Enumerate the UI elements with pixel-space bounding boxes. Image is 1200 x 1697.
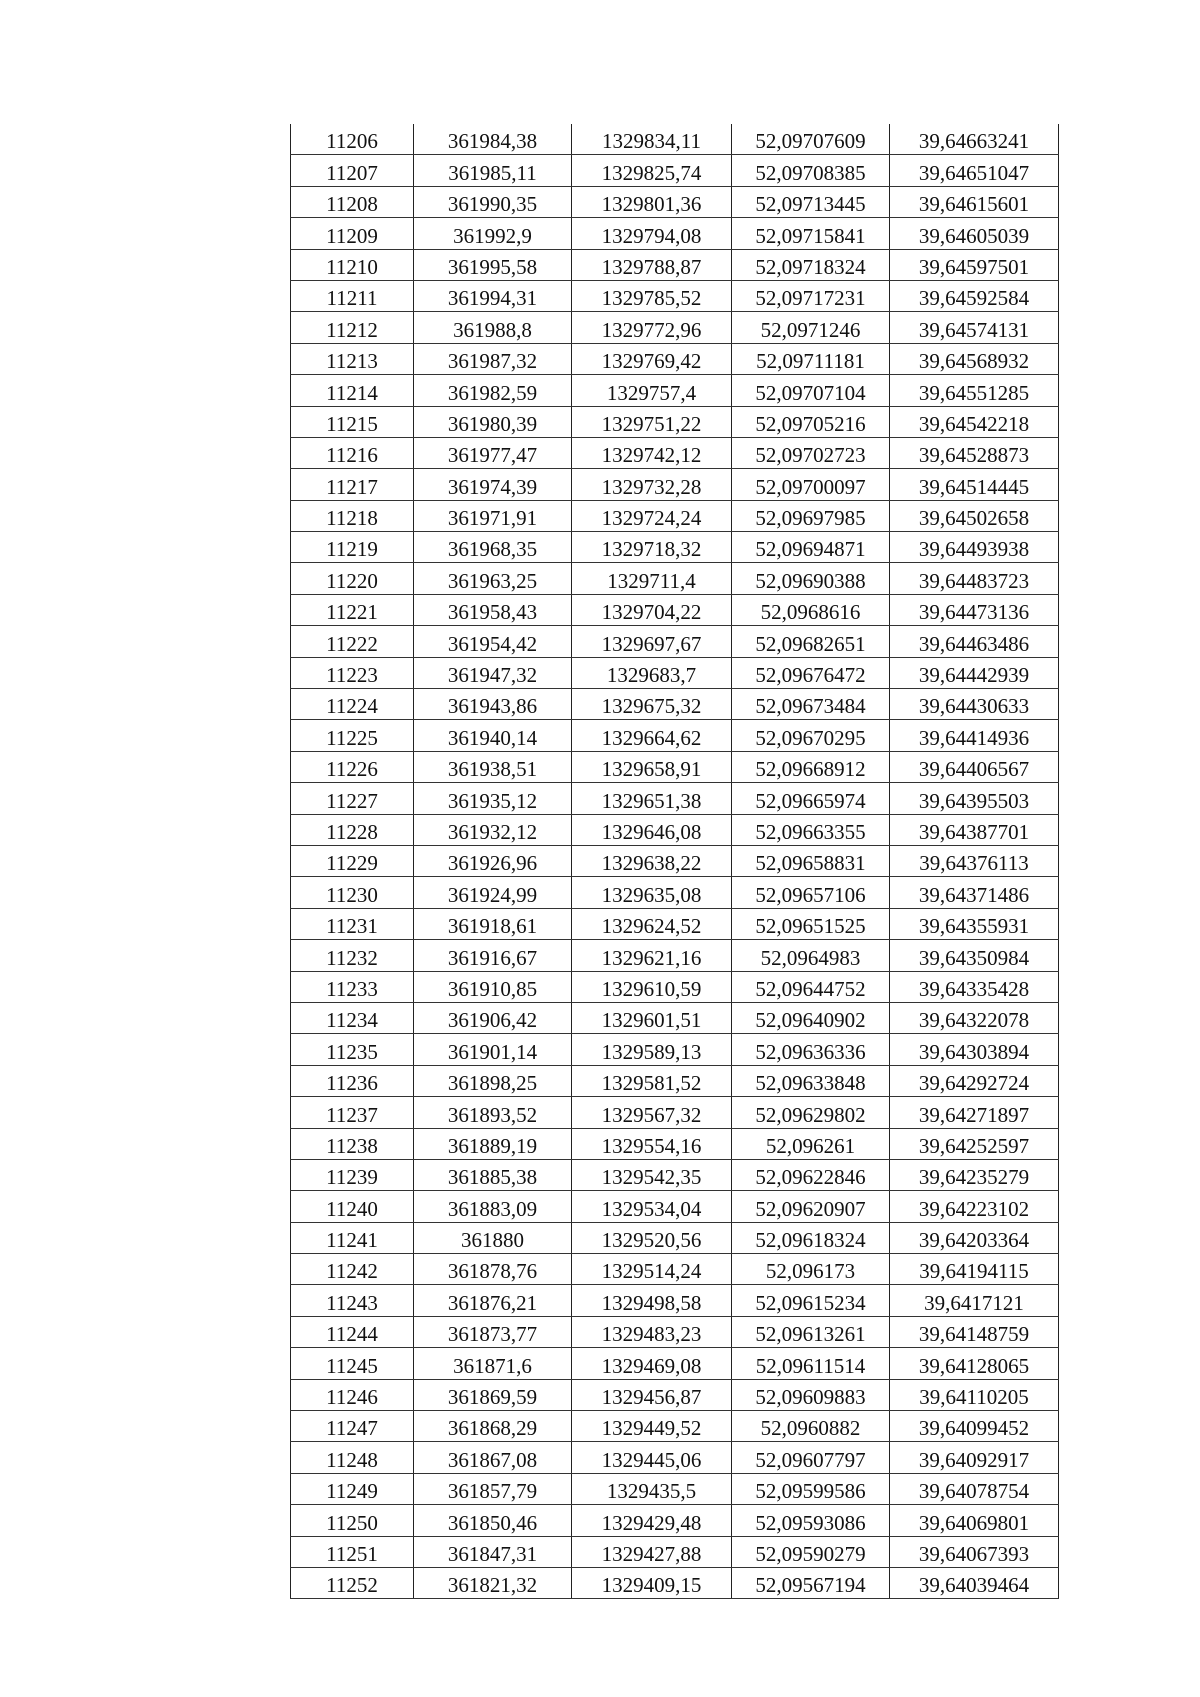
- point-number-cell: 11235: [291, 1034, 414, 1065]
- latitude-cell: 52,09609883: [732, 1379, 890, 1410]
- point-number-cell: 11248: [291, 1442, 414, 1473]
- point-number-cell: 11242: [291, 1254, 414, 1285]
- point-number-cell: 11207: [291, 155, 414, 186]
- y-coordinate-cell: 1329554,16: [572, 1128, 732, 1159]
- y-coordinate-cell: 1329742,12: [572, 437, 732, 468]
- point-number-cell: 11223: [291, 657, 414, 688]
- table-row: [291, 1536, 1059, 1567]
- table-row: [291, 406, 1059, 437]
- y-coordinate-cell: 1329785,52: [572, 280, 732, 311]
- point-number-cell: 11221: [291, 594, 414, 625]
- y-coordinate-cell: 1329542,35: [572, 1159, 732, 1190]
- y-coordinate-cell: 1329514,24: [572, 1254, 732, 1285]
- longitude-cell: 39,64039464: [890, 1567, 1059, 1598]
- table-row: [291, 1222, 1059, 1253]
- point-number-cell: 11216: [291, 437, 414, 468]
- longitude-cell: 39,64376113: [890, 845, 1059, 876]
- latitude-cell: 52,09640902: [732, 1002, 890, 1033]
- point-number-cell: 11226: [291, 751, 414, 782]
- longitude-cell: 39,64355931: [890, 908, 1059, 939]
- point-number-cell: 11220: [291, 563, 414, 594]
- x-coordinate-cell: 361987,32: [414, 343, 572, 374]
- x-coordinate-cell: 361869,59: [414, 1379, 572, 1410]
- latitude-cell: 52,09700097: [732, 469, 890, 500]
- longitude-cell: 39,64194115: [890, 1254, 1059, 1285]
- table-row: [291, 783, 1059, 814]
- latitude-cell: 52,09668912: [732, 751, 890, 782]
- longitude-cell: 39,64128065: [890, 1348, 1059, 1379]
- point-number-cell: 11211: [291, 280, 414, 311]
- latitude-cell: 52,09620907: [732, 1191, 890, 1222]
- table-row: [291, 218, 1059, 249]
- table-row: [291, 657, 1059, 688]
- latitude-cell: 52,09618324: [732, 1222, 890, 1253]
- coordinates-table: [290, 124, 1059, 1599]
- longitude-cell: 39,64387701: [890, 814, 1059, 845]
- point-number-cell: 11215: [291, 406, 414, 437]
- longitude-cell: 39,64592584: [890, 280, 1059, 311]
- x-coordinate-cell: 361992,9: [414, 218, 572, 249]
- latitude-cell: 52,09670295: [732, 720, 890, 751]
- table-row: [291, 971, 1059, 1002]
- y-coordinate-cell: 1329769,42: [572, 343, 732, 374]
- longitude-cell: 39,64568932: [890, 343, 1059, 374]
- point-number-cell: 11217: [291, 469, 414, 500]
- table-row: [291, 1191, 1059, 1222]
- table-row: [291, 1159, 1059, 1190]
- x-coordinate-cell: 361980,39: [414, 406, 572, 437]
- longitude-cell: 39,64430633: [890, 689, 1059, 720]
- y-coordinate-cell: 1329520,56: [572, 1222, 732, 1253]
- y-coordinate-cell: 1329409,15: [572, 1567, 732, 1598]
- point-number-cell: 11233: [291, 971, 414, 1002]
- longitude-cell: 39,64335428: [890, 971, 1059, 1002]
- point-number-cell: 11206: [291, 124, 414, 155]
- latitude-cell: 52,09717231: [732, 280, 890, 311]
- y-coordinate-cell: 1329589,13: [572, 1034, 732, 1065]
- x-coordinate-cell: 361982,59: [414, 375, 572, 406]
- y-coordinate-cell: 1329751,22: [572, 406, 732, 437]
- y-coordinate-cell: 1329601,51: [572, 1002, 732, 1033]
- longitude-cell: 39,64203364: [890, 1222, 1059, 1253]
- y-coordinate-cell: 1329498,58: [572, 1285, 732, 1316]
- point-number-cell: 11252: [291, 1567, 414, 1598]
- table-row: [291, 814, 1059, 845]
- point-number-cell: 11208: [291, 186, 414, 217]
- table-row: [291, 186, 1059, 217]
- y-coordinate-cell: 1329801,36: [572, 186, 732, 217]
- y-coordinate-cell: 1329427,88: [572, 1536, 732, 1567]
- longitude-cell: 39,64551285: [890, 375, 1059, 406]
- latitude-cell: 52,096173: [732, 1254, 890, 1285]
- point-number-cell: 11238: [291, 1128, 414, 1159]
- latitude-cell: 52,09644752: [732, 971, 890, 1002]
- table-row: [291, 343, 1059, 374]
- table-row: [291, 1128, 1059, 1159]
- x-coordinate-cell: 361954,42: [414, 626, 572, 657]
- latitude-cell: 52,09697985: [732, 500, 890, 531]
- y-coordinate-cell: 1329638,22: [572, 845, 732, 876]
- y-coordinate-cell: 1329621,16: [572, 940, 732, 971]
- latitude-cell: 52,09663355: [732, 814, 890, 845]
- y-coordinate-cell: 1329445,06: [572, 1442, 732, 1473]
- longitude-cell: 39,64069801: [890, 1505, 1059, 1536]
- point-number-cell: 11232: [291, 940, 414, 971]
- y-coordinate-cell: 1329469,08: [572, 1348, 732, 1379]
- longitude-cell: 39,64303894: [890, 1034, 1059, 1065]
- x-coordinate-cell: 361867,08: [414, 1442, 572, 1473]
- point-number-cell: 11246: [291, 1379, 414, 1410]
- table-row: [291, 1442, 1059, 1473]
- point-number-cell: 11227: [291, 783, 414, 814]
- y-coordinate-cell: 1329658,91: [572, 751, 732, 782]
- longitude-cell: 39,64663241: [890, 124, 1059, 155]
- latitude-cell: 52,09708385: [732, 155, 890, 186]
- latitude-cell: 52,09615234: [732, 1285, 890, 1316]
- latitude-cell: 52,09629802: [732, 1097, 890, 1128]
- longitude-cell: 39,64473136: [890, 594, 1059, 625]
- table-row: [291, 155, 1059, 186]
- point-number-cell: 11210: [291, 249, 414, 280]
- x-coordinate-cell: 361968,35: [414, 532, 572, 563]
- longitude-cell: 39,64099452: [890, 1411, 1059, 1442]
- longitude-cell: 39,64235279: [890, 1159, 1059, 1190]
- point-number-cell: 11230: [291, 877, 414, 908]
- longitude-cell: 39,64350984: [890, 940, 1059, 971]
- x-coordinate-cell: 361971,91: [414, 500, 572, 531]
- table-row: [291, 1316, 1059, 1347]
- point-number-cell: 11214: [291, 375, 414, 406]
- longitude-cell: 39,64514445: [890, 469, 1059, 500]
- point-number-cell: 11209: [291, 218, 414, 249]
- longitude-cell: 39,64528873: [890, 437, 1059, 468]
- table-row: [291, 500, 1059, 531]
- x-coordinate-cell: 361932,12: [414, 814, 572, 845]
- table-row: [291, 1379, 1059, 1410]
- longitude-cell: 39,64395503: [890, 783, 1059, 814]
- latitude-cell: 52,0960882: [732, 1411, 890, 1442]
- y-coordinate-cell: 1329757,4: [572, 375, 732, 406]
- table-row: [291, 1348, 1059, 1379]
- longitude-cell: 39,64605039: [890, 218, 1059, 249]
- longitude-cell: 39,64597501: [890, 249, 1059, 280]
- x-coordinate-cell: 361868,29: [414, 1411, 572, 1442]
- table-row: [291, 1254, 1059, 1285]
- latitude-cell: 52,09713445: [732, 186, 890, 217]
- table-row: [291, 594, 1059, 625]
- latitude-cell: 52,09633848: [732, 1065, 890, 1096]
- point-number-cell: 11236: [291, 1065, 414, 1096]
- table-row: [291, 908, 1059, 939]
- latitude-cell: 52,0964983: [732, 940, 890, 971]
- y-coordinate-cell: 1329456,87: [572, 1379, 732, 1410]
- y-coordinate-cell: 1329675,32: [572, 689, 732, 720]
- point-number-cell: 11225: [291, 720, 414, 751]
- latitude-cell: 52,09694871: [732, 532, 890, 563]
- x-coordinate-cell: 361974,39: [414, 469, 572, 500]
- table-row: [291, 1034, 1059, 1065]
- table-row: [291, 1567, 1059, 1598]
- longitude-cell: 39,64292724: [890, 1065, 1059, 1096]
- latitude-cell: 52,09657106: [732, 877, 890, 908]
- x-coordinate-cell: 361938,51: [414, 751, 572, 782]
- x-coordinate-cell: 361990,35: [414, 186, 572, 217]
- x-coordinate-cell: 361906,42: [414, 1002, 572, 1033]
- x-coordinate-cell: 361940,14: [414, 720, 572, 751]
- table-row: [291, 1473, 1059, 1504]
- y-coordinate-cell: 1329718,32: [572, 532, 732, 563]
- table-row: [291, 1285, 1059, 1316]
- x-coordinate-cell: 361871,6: [414, 1348, 572, 1379]
- coordinates-table-body: [291, 124, 1059, 1599]
- longitude-cell: 39,64406567: [890, 751, 1059, 782]
- longitude-cell: 39,6417121: [890, 1285, 1059, 1316]
- table-row: [291, 845, 1059, 876]
- table-row: [291, 1097, 1059, 1128]
- latitude-cell: 52,09665974: [732, 783, 890, 814]
- longitude-cell: 39,64651047: [890, 155, 1059, 186]
- table-row: [291, 532, 1059, 563]
- table-row: [291, 469, 1059, 500]
- latitude-cell: 52,09567194: [732, 1567, 890, 1598]
- x-coordinate-cell: 361883,09: [414, 1191, 572, 1222]
- y-coordinate-cell: 1329788,87: [572, 249, 732, 280]
- y-coordinate-cell: 1329435,5: [572, 1473, 732, 1504]
- y-coordinate-cell: 1329711,4: [572, 563, 732, 594]
- latitude-cell: 52,096261: [732, 1128, 890, 1159]
- x-coordinate-cell: 361988,8: [414, 312, 572, 343]
- longitude-cell: 39,64371486: [890, 877, 1059, 908]
- x-coordinate-cell: 361893,52: [414, 1097, 572, 1128]
- x-coordinate-cell: 361857,79: [414, 1473, 572, 1504]
- latitude-cell: 52,09607797: [732, 1442, 890, 1473]
- point-number-cell: 11251: [291, 1536, 414, 1567]
- y-coordinate-cell: 1329772,96: [572, 312, 732, 343]
- x-coordinate-cell: 361901,14: [414, 1034, 572, 1065]
- latitude-cell: 52,09690388: [732, 563, 890, 594]
- table-row: [291, 1505, 1059, 1536]
- longitude-cell: 39,64092917: [890, 1442, 1059, 1473]
- x-coordinate-cell: 361935,12: [414, 783, 572, 814]
- longitude-cell: 39,64067393: [890, 1536, 1059, 1567]
- y-coordinate-cell: 1329732,28: [572, 469, 732, 500]
- y-coordinate-cell: 1329664,62: [572, 720, 732, 751]
- latitude-cell: 52,09707609: [732, 124, 890, 155]
- y-coordinate-cell: 1329704,22: [572, 594, 732, 625]
- latitude-cell: 52,09676472: [732, 657, 890, 688]
- x-coordinate-cell: 361885,38: [414, 1159, 572, 1190]
- x-coordinate-cell: 361984,38: [414, 124, 572, 155]
- y-coordinate-cell: 1329794,08: [572, 218, 732, 249]
- y-coordinate-cell: 1329825,74: [572, 155, 732, 186]
- y-coordinate-cell: 1329429,48: [572, 1505, 732, 1536]
- longitude-cell: 39,64483723: [890, 563, 1059, 594]
- x-coordinate-cell: 361889,19: [414, 1128, 572, 1159]
- latitude-cell: 52,09599586: [732, 1473, 890, 1504]
- y-coordinate-cell: 1329610,59: [572, 971, 732, 1002]
- latitude-cell: 52,09711181: [732, 343, 890, 374]
- x-coordinate-cell: 361947,32: [414, 657, 572, 688]
- point-number-cell: 11244: [291, 1316, 414, 1347]
- table-row: [291, 563, 1059, 594]
- point-number-cell: 11212: [291, 312, 414, 343]
- x-coordinate-cell: 361985,11: [414, 155, 572, 186]
- latitude-cell: 52,09673484: [732, 689, 890, 720]
- x-coordinate-cell: 361963,25: [414, 563, 572, 594]
- y-coordinate-cell: 1329646,08: [572, 814, 732, 845]
- point-number-cell: 11218: [291, 500, 414, 531]
- point-number-cell: 11231: [291, 908, 414, 939]
- longitude-cell: 39,64615601: [890, 186, 1059, 217]
- longitude-cell: 39,64463486: [890, 626, 1059, 657]
- latitude-cell: 52,09636336: [732, 1034, 890, 1065]
- longitude-cell: 39,64148759: [890, 1316, 1059, 1347]
- x-coordinate-cell: 361898,25: [414, 1065, 572, 1096]
- latitude-cell: 52,0968616: [732, 594, 890, 625]
- point-number-cell: 11228: [291, 814, 414, 845]
- x-coordinate-cell: 361878,76: [414, 1254, 572, 1285]
- x-coordinate-cell: 361926,96: [414, 845, 572, 876]
- latitude-cell: 52,09715841: [732, 218, 890, 249]
- x-coordinate-cell: 361850,46: [414, 1505, 572, 1536]
- x-coordinate-cell: 361821,32: [414, 1567, 572, 1598]
- point-number-cell: 11234: [291, 1002, 414, 1033]
- point-number-cell: 11245: [291, 1348, 414, 1379]
- latitude-cell: 52,09705216: [732, 406, 890, 437]
- point-number-cell: 11243: [291, 1285, 414, 1316]
- point-number-cell: 11213: [291, 343, 414, 374]
- table-row: [291, 1411, 1059, 1442]
- table-row: [291, 312, 1059, 343]
- longitude-cell: 39,64542218: [890, 406, 1059, 437]
- x-coordinate-cell: 361924,99: [414, 877, 572, 908]
- latitude-cell: 52,09593086: [732, 1505, 890, 1536]
- point-number-cell: 11239: [291, 1159, 414, 1190]
- latitude-cell: 52,09707104: [732, 375, 890, 406]
- y-coordinate-cell: 1329651,38: [572, 783, 732, 814]
- table-row: [291, 1065, 1059, 1096]
- x-coordinate-cell: 361995,58: [414, 249, 572, 280]
- point-number-cell: 11250: [291, 1505, 414, 1536]
- x-coordinate-cell: 361918,61: [414, 908, 572, 939]
- point-number-cell: 11237: [291, 1097, 414, 1128]
- longitude-cell: 39,64493938: [890, 532, 1059, 563]
- latitude-cell: 52,09702723: [732, 437, 890, 468]
- longitude-cell: 39,64574131: [890, 312, 1059, 343]
- point-number-cell: 11229: [291, 845, 414, 876]
- table-row: [291, 720, 1059, 751]
- x-coordinate-cell: 361910,85: [414, 971, 572, 1002]
- table-row: [291, 689, 1059, 720]
- y-coordinate-cell: 1329683,7: [572, 657, 732, 688]
- y-coordinate-cell: 1329534,04: [572, 1191, 732, 1222]
- x-coordinate-cell: 361847,31: [414, 1536, 572, 1567]
- longitude-cell: 39,64271897: [890, 1097, 1059, 1128]
- point-number-cell: 11222: [291, 626, 414, 657]
- point-number-cell: 11249: [291, 1473, 414, 1504]
- longitude-cell: 39,64322078: [890, 1002, 1059, 1033]
- table-row: [291, 626, 1059, 657]
- y-coordinate-cell: 1329483,23: [572, 1316, 732, 1347]
- point-number-cell: 11219: [291, 532, 414, 563]
- table-row: [291, 1002, 1059, 1033]
- latitude-cell: 52,09718324: [732, 249, 890, 280]
- point-number-cell: 11241: [291, 1222, 414, 1253]
- table-row: [291, 375, 1059, 406]
- latitude-cell: 52,0971246: [732, 312, 890, 343]
- x-coordinate-cell: 361916,67: [414, 940, 572, 971]
- latitude-cell: 52,09682651: [732, 626, 890, 657]
- latitude-cell: 52,09658831: [732, 845, 890, 876]
- point-number-cell: 11240: [291, 1191, 414, 1222]
- table-row: [291, 751, 1059, 782]
- longitude-cell: 39,64502658: [890, 500, 1059, 531]
- longitude-cell: 39,64442939: [890, 657, 1059, 688]
- x-coordinate-cell: 361958,43: [414, 594, 572, 625]
- x-coordinate-cell: 361880: [414, 1222, 572, 1253]
- y-coordinate-cell: 1329834,11: [572, 124, 732, 155]
- longitude-cell: 39,64252597: [890, 1128, 1059, 1159]
- point-number-cell: 11247: [291, 1411, 414, 1442]
- x-coordinate-cell: 361943,86: [414, 689, 572, 720]
- table-row: [291, 249, 1059, 280]
- y-coordinate-cell: 1329635,08: [572, 877, 732, 908]
- point-number-cell: 11224: [291, 689, 414, 720]
- x-coordinate-cell: 361873,77: [414, 1316, 572, 1347]
- y-coordinate-cell: 1329581,52: [572, 1065, 732, 1096]
- longitude-cell: 39,64078754: [890, 1473, 1059, 1504]
- latitude-cell: 52,09622846: [732, 1159, 890, 1190]
- latitude-cell: 52,09651525: [732, 908, 890, 939]
- x-coordinate-cell: 361876,21: [414, 1285, 572, 1316]
- longitude-cell: 39,64110205: [890, 1379, 1059, 1410]
- table-row: [291, 877, 1059, 908]
- table-row: [291, 437, 1059, 468]
- latitude-cell: 52,09590279: [732, 1536, 890, 1567]
- y-coordinate-cell: 1329449,52: [572, 1411, 732, 1442]
- y-coordinate-cell: 1329567,32: [572, 1097, 732, 1128]
- longitude-cell: 39,64223102: [890, 1191, 1059, 1222]
- y-coordinate-cell: 1329624,52: [572, 908, 732, 939]
- x-coordinate-cell: 361977,47: [414, 437, 572, 468]
- table-row: [291, 940, 1059, 971]
- longitude-cell: 39,64414936: [890, 720, 1059, 751]
- y-coordinate-cell: 1329724,24: [572, 500, 732, 531]
- x-coordinate-cell: 361994,31: [414, 280, 572, 311]
- y-coordinate-cell: 1329697,67: [572, 626, 732, 657]
- latitude-cell: 52,09611514: [732, 1348, 890, 1379]
- table-row: [291, 124, 1059, 155]
- table-row: [291, 280, 1059, 311]
- latitude-cell: 52,09613261: [732, 1316, 890, 1347]
